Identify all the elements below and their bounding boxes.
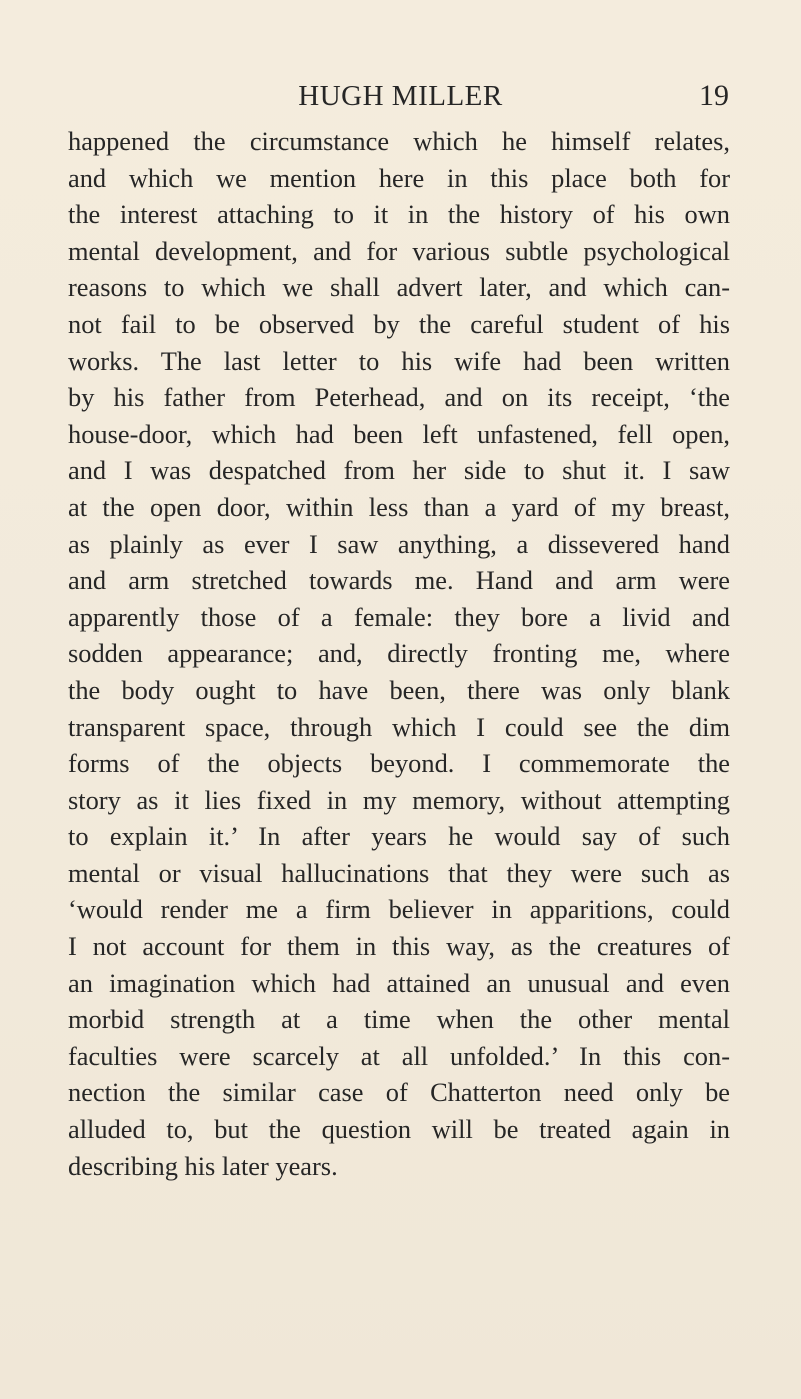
body-text (68, 123, 730, 1184)
text-line: and I was despatched from her side to shut it. I saw (68, 455, 730, 486)
text-line: and arm stretched towards me. Hand and arm were (68, 565, 730, 596)
text-line: to explain it.’ In after years he would say of such (68, 821, 730, 852)
text-line: morbid strength at a time when the other mental (68, 1004, 730, 1035)
text-line: faculties were scarcely at all unfolded.’ In this con- (68, 1040, 730, 1071)
text-line: as plainly as ever I saw anything, a dissevered hand (68, 528, 730, 559)
running-head: HUGH MILLER (298, 80, 503, 112)
text-line: I not account for them in this way, as the creatures of (68, 931, 730, 962)
text-line: mental or visual hallucinations that they were such as (68, 857, 730, 888)
text-line: the body ought to have been, there was only blank (68, 674, 730, 705)
text-line: nection the similar case of Chatterton need only be (68, 1077, 730, 1108)
text-line: alluded to, but the question will be treated again in (68, 1114, 730, 1145)
text-line: an imagination which had attained an unusual and even (68, 967, 730, 998)
text-line: ‘would render me a firm believer in apparitions, could (68, 894, 730, 925)
page-number: 19 (699, 79, 729, 112)
text-line: transparent space, through which I could see the dim (68, 711, 730, 742)
text-line: not fail to be observed by the careful student of his (68, 308, 730, 339)
text-line: the interest attaching to it in the history of his own (68, 199, 730, 230)
text-line: at the open door, within less than a yard of my breast, (68, 491, 730, 522)
text-line: reasons to which we shall advert later, and which can- (68, 272, 730, 303)
text-line: happened the circumstance which he himself relates, (68, 126, 730, 156)
text-line: mental development, and for various subtle psychological (68, 235, 730, 266)
text-line: describing his later years. (68, 1150, 338, 1181)
text-line: by his father from Peterhead, and on its receipt, ‘the (68, 382, 730, 413)
text-line: house-door, which had been left unfastened, fell open, (68, 418, 730, 449)
text-line: and which we mention here in this place both for (68, 162, 730, 193)
text-line: story as it lies fixed in my memory, without attempting (68, 784, 730, 815)
text-line: works. The last letter to his wife had been written (68, 345, 730, 376)
text-line: apparently those of a female: they bore a livid and (68, 601, 730, 632)
text-line: sodden appearance; and, directly fronting me, where (68, 638, 730, 669)
text-line: forms of the objects beyond. I commemorate the (68, 748, 730, 779)
